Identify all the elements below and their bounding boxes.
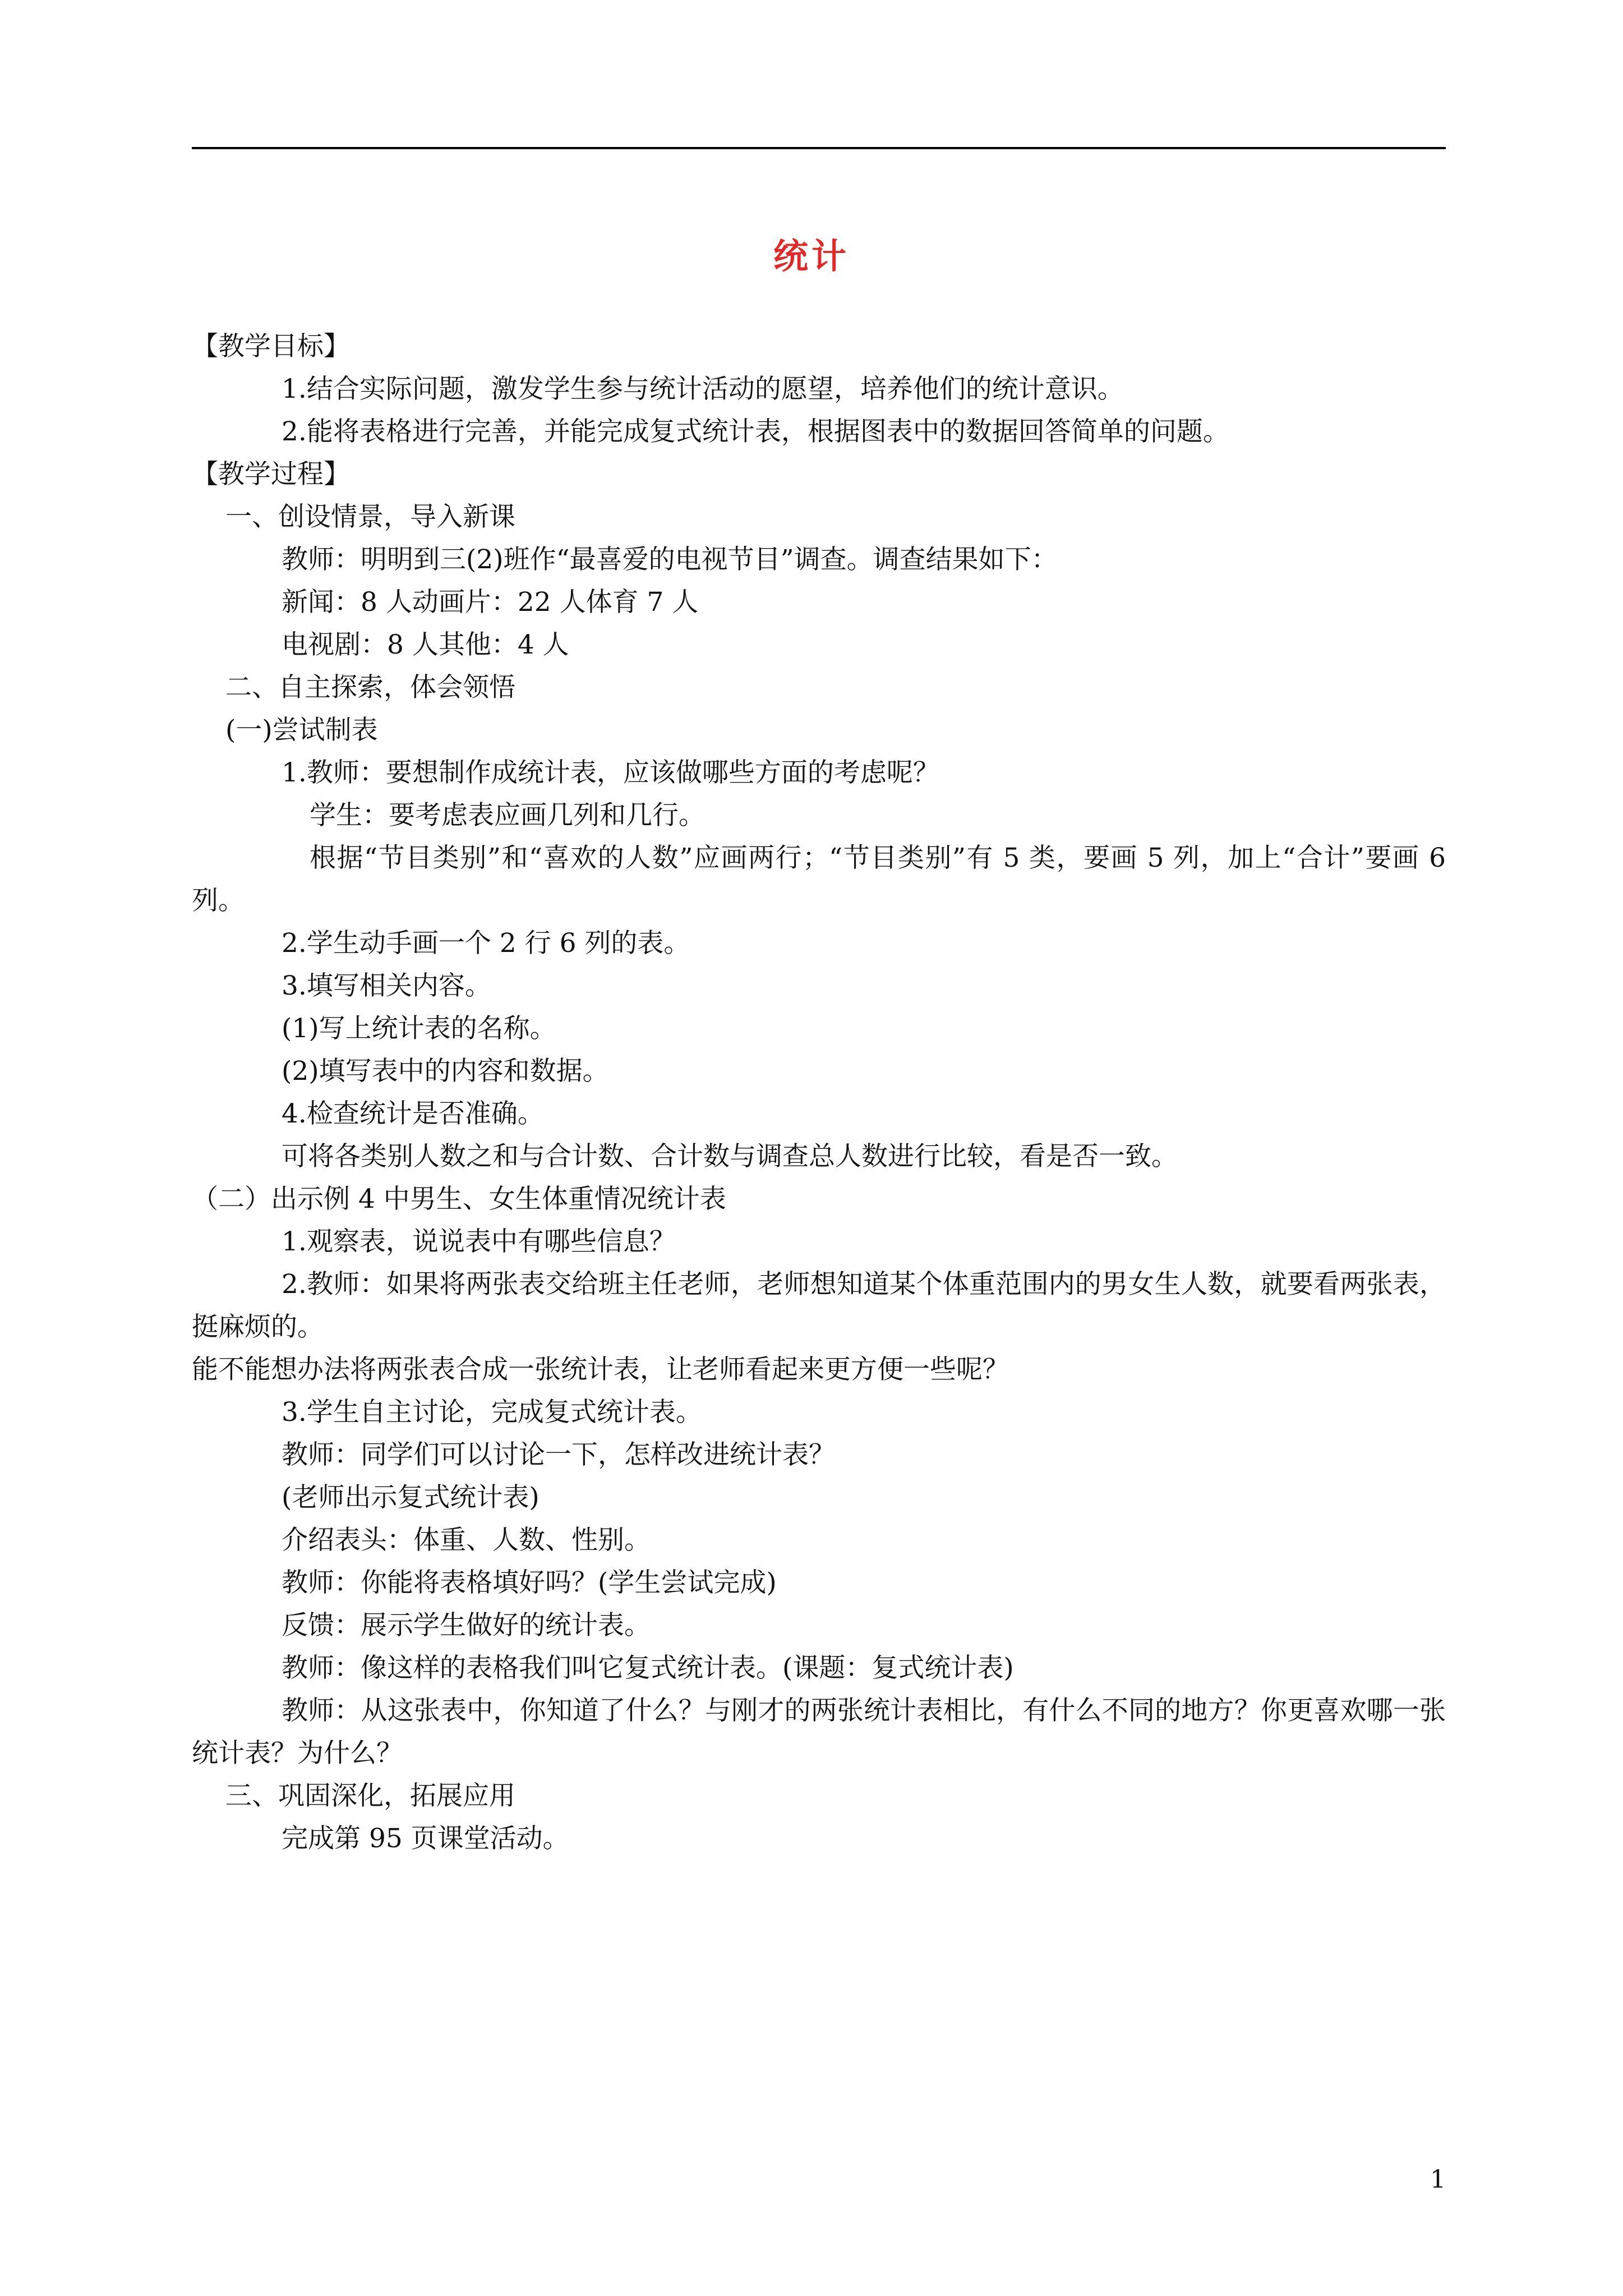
paragraph-line: 4.检查统计是否准确。 — [282, 1098, 544, 1129]
subsection-heading: 二、自主探索，体会领悟 — [225, 672, 515, 703]
paragraph-line: 新闻：8 人动画片：22 人体育 7 人 — [282, 587, 699, 618]
subsection-heading: 一、创设情景，导入新课 — [225, 501, 515, 532]
page-number: 1 — [1430, 2165, 1446, 2194]
paragraph-line: 介绍表头：体重、人数、性别。 — [282, 1525, 651, 1556]
paragraph-line: (1)写上统计表的名称。 — [282, 1013, 556, 1044]
document-body — [192, 325, 1454, 1860]
paragraph-line: (老师出示复式统计表) — [282, 1482, 540, 1513]
paragraph-line: 学生：要考虑表应画几列和几行。 — [310, 800, 705, 831]
paragraph-line: 3.学生自主讨论，完成复式统计表。 — [282, 1397, 702, 1428]
paragraph-line: (2)填写表中的内容和数据。 — [282, 1056, 609, 1087]
paragraph-line: 3.填写相关内容。 — [282, 970, 491, 1001]
paragraph-block: 2.教师：如果将两张表交给班主任老师，老师想知道某个体重范围内的男女生人数，就要看两张表，挺麻烦的。 — [192, 1269, 1446, 1342]
paragraph-line: 1.教师：要想制作成统计表，应该做哪些方面的考虑呢？ — [282, 757, 939, 788]
paragraph-block: 根据“节目类别”和“喜欢的人数”应画两行；“节目类别”有 5 类，要画 5 列，加上“合计”要画 6 列。 — [192, 843, 1454, 916]
paragraph-line: 反馈：展示学生做好的统计表。 — [282, 1610, 651, 1641]
section-heading: 【教学目标】 — [192, 331, 350, 362]
paragraph-line: 1.结合实际问题，激发学生参与统计活动的愿望，培养他们的统计意识。 — [282, 374, 1124, 404]
paragraph-line: 教师：明明到三(2)班作“最喜爱的电视节目”调查。调查结果如下： — [282, 544, 1058, 575]
paragraph-line: 电视剧：8 人其他：4 人 — [282, 629, 569, 660]
subsection-heading: （二）出示例 4 中男生、女生体重情况统计表 — [192, 1184, 726, 1214]
page-title: 统计 — [773, 235, 850, 277]
paragraph-line: 2.能将表格进行完善，并能完成复式统计表，根据图表中的数据回答简单的问题。 — [282, 416, 1229, 447]
paragraph-line: 教师：像这样的表格我们叫它复式统计表。(课题：复式统计表) — [282, 1653, 1014, 1683]
paragraph-line: 能不能想办法将两张表合成一张统计表，让老师看起来更方便一些呢？ — [192, 1354, 1009, 1385]
paragraph-line: 完成第 95 页课堂活动。 — [282, 1823, 569, 1854]
paragraph-line: 教师：同学们可以讨论一下，怎样改进统计表？ — [282, 1439, 835, 1470]
subsection-heading: (一)尝试制表 — [225, 715, 378, 746]
paragraph-line: 2.学生动手画一个 2 行 6 列的表。 — [282, 928, 690, 959]
subsection-heading: 三、巩固深化，拓展应用 — [225, 1780, 515, 1811]
header-rule — [192, 147, 1446, 149]
paragraph-line: 1.观察表，说说表中有哪些信息？ — [282, 1226, 676, 1257]
paragraph-line: 教师：你能将表格填好吗？(学生尝试完成) — [282, 1567, 777, 1598]
section-heading: 【教学过程】 — [192, 459, 350, 490]
paragraph-block: 教师：从这张表中，你知道了什么？与刚才的两张统计表相比，有什么不同的地方？你更喜欢哪一张统计表？为什么？ — [192, 1695, 1446, 1769]
paragraph-line: 可将各类别人数之和与合计数、合计数与调查总人数进行比较，看是否一致。 — [282, 1141, 1178, 1172]
